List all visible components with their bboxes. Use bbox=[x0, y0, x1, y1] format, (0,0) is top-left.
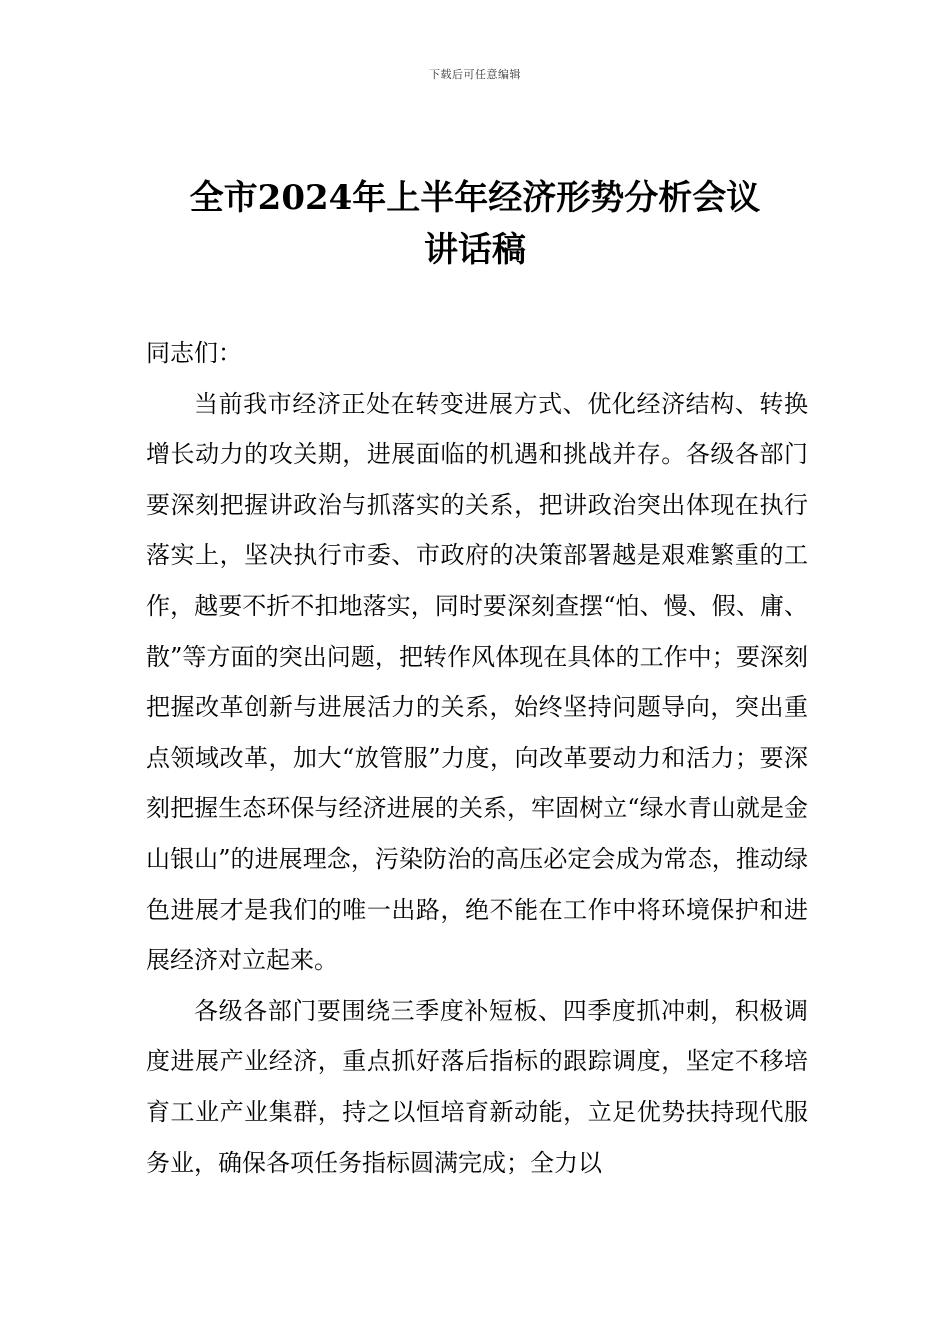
salutation: 同志们： bbox=[146, 339, 242, 367]
document-title bbox=[120, 172, 830, 276]
title-line-2: 讲话稿 bbox=[424, 230, 526, 270]
document-body bbox=[146, 328, 808, 1188]
paragraph: 当前我市经济正处在转变进展方式、优化经济结构、转换增长动力的攻关期，进展面临的机遇和挑战并存。各级各部门要深刻把握讲政治与抓落实的关系，把讲政治突出体现在执行落实上，坚决执行市委、市政府的决策部署越是艰难繁重的工作，越要不折不扣地落实，同时要深刻查摆“怕、慢、假、庸、散”等方面的突出问题，把转作风体现在具体的工作中；要深刻把握改革创新与进展活力的关系，始终坚持问题导向，突出重点领域改革，加大“放管服”力度，向改革要动力和活力；要深刻把握生态环保与经济进展的关系，牢固树立“绿水青山就是金山银山”的进展理念，污染防治的高压必定会成为常态，推动绿色进展才是我们的唯一出路，绝不能在工作中将环境保护和进展经济对立起来。 bbox=[146, 389, 808, 975]
title-line-1: 全市2024年上半年经济形势分析会议 bbox=[189, 178, 761, 218]
header-note: 下载后可任意编辑 bbox=[429, 68, 521, 81]
paragraph: 各级各部门要围绕三季度补短板、四季度抓冲刺，积极调度进展产业经济，重点抓好落后指标的跟踪调度，坚定不移培育工业产业集群，持之以恒培育新动能，立足优势扶持现代服务业，确保各项任务指标圆满完成；全力以 bbox=[146, 996, 808, 1177]
